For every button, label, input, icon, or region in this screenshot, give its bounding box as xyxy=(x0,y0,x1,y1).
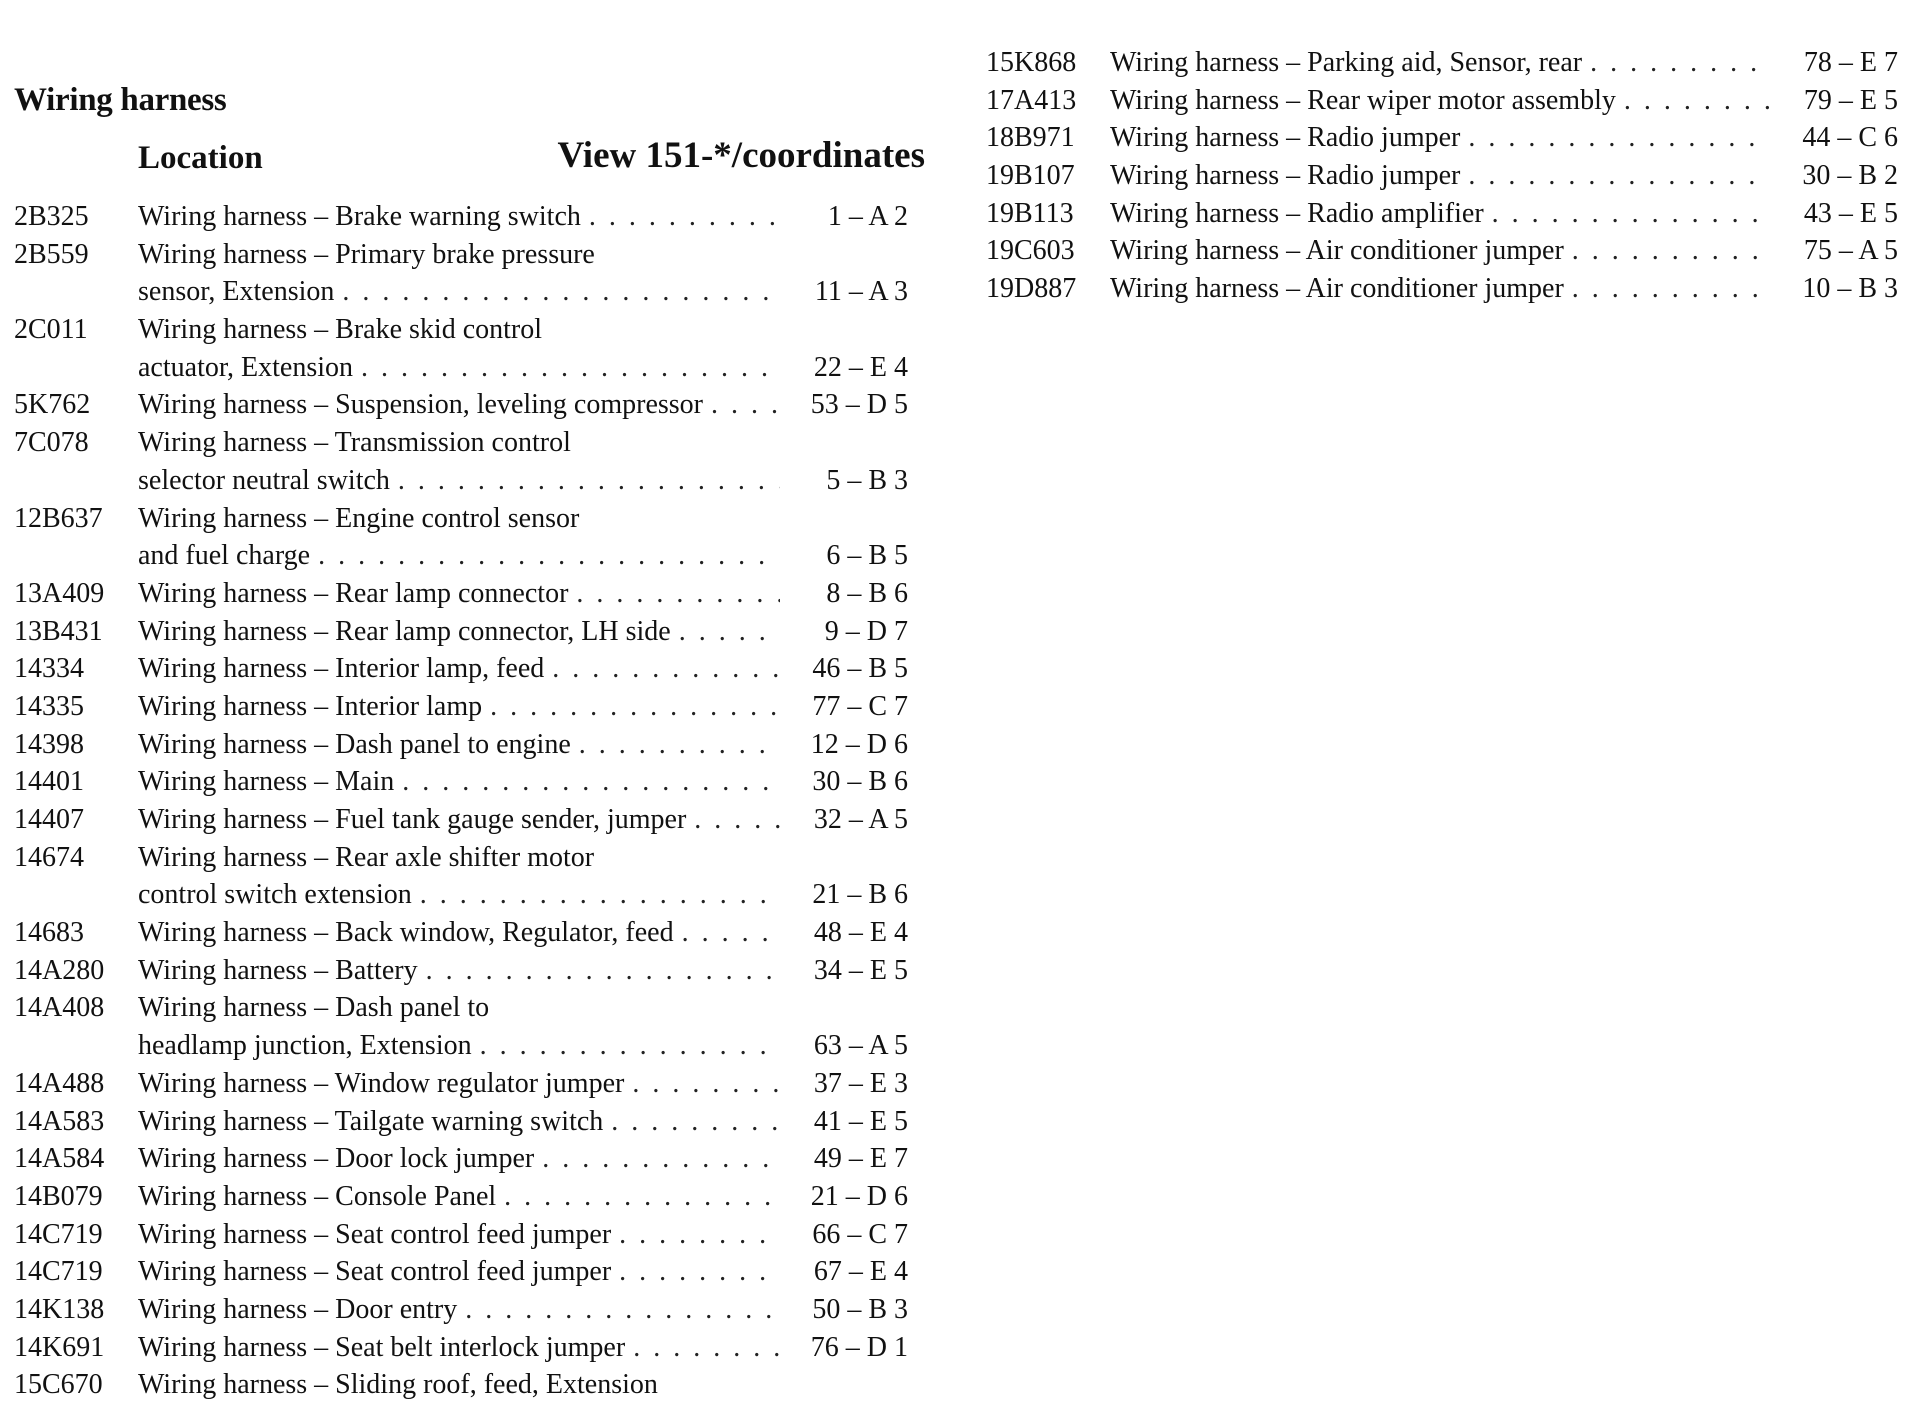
index-entry xyxy=(14,1065,924,1103)
view-coordinate-ref: 21 – D 6 xyxy=(810,1180,908,1212)
dot-leader xyxy=(694,801,780,839)
dot-leader xyxy=(682,914,780,952)
entry-line xyxy=(14,613,924,651)
index-entry xyxy=(14,1291,924,1329)
entry-description-wrap xyxy=(138,500,786,538)
entry-code: 13B431 xyxy=(14,615,103,647)
entry-code: 14A488 xyxy=(14,1067,105,1099)
entry-line xyxy=(14,1140,924,1178)
entry-line xyxy=(14,500,924,538)
index-entry xyxy=(14,424,924,499)
index-entry xyxy=(14,500,924,575)
entry-description-wrap xyxy=(138,876,786,914)
index-entry xyxy=(14,1178,924,1216)
entry-code: 19B107 xyxy=(986,160,1075,192)
entry-line xyxy=(14,763,924,801)
entry-line xyxy=(14,1366,924,1404)
entry-code: 2B559 xyxy=(14,238,89,270)
entry-code: 19B113 xyxy=(986,197,1074,229)
entry-description-wrap xyxy=(1110,119,1776,157)
entry-line xyxy=(14,198,924,236)
view-coordinate-ref: 32 – A 5 xyxy=(813,804,908,835)
left-index-column xyxy=(14,198,924,1404)
dot-leader xyxy=(490,688,780,726)
entry-description-wrap xyxy=(138,1140,786,1178)
view-coordinate-ref: 1 – A 2 xyxy=(827,201,908,232)
entry-description: Wiring harness – Main xyxy=(138,766,395,798)
entry-description: Wiring harness – Air conditioner jumper xyxy=(1110,273,1564,305)
dot-leader xyxy=(426,952,780,990)
entry-code: 14C719 xyxy=(14,1218,103,1250)
entry-description-wrap xyxy=(138,763,786,801)
entry-description: Wiring harness – Seat control feed jumper xyxy=(138,1256,612,1288)
entry-line xyxy=(14,1291,924,1329)
entry-description: Wiring harness – Transmission control xyxy=(138,427,571,459)
dot-leader xyxy=(679,613,780,651)
entry-description-wrap xyxy=(138,1216,786,1254)
entry-description-wrap xyxy=(1110,270,1776,308)
entry-description-wrap xyxy=(138,1329,786,1367)
entry-code: 7C078 xyxy=(14,427,89,459)
entry-code: 17A413 xyxy=(986,84,1077,116)
entry-line xyxy=(14,1027,924,1065)
entry-description: selector neutral switch xyxy=(138,464,390,496)
entry-description-wrap xyxy=(138,462,786,500)
entry-description: Wiring harness – Engine control sensor xyxy=(138,502,580,534)
dot-leader xyxy=(576,575,780,613)
entry-description: Wiring harness – Dash panel to xyxy=(138,992,490,1024)
entry-description-wrap xyxy=(1110,44,1776,82)
entry-code: 14401 xyxy=(14,766,84,798)
entry-description: Wiring harness – Primary brake pressure xyxy=(138,238,595,270)
index-entry xyxy=(14,1366,924,1404)
dot-leader xyxy=(1624,82,1770,120)
entry-description-wrap xyxy=(138,801,786,839)
entry-code: 14335 xyxy=(14,690,84,722)
entry-description: Wiring harness – Battery xyxy=(138,954,418,986)
entry-description: Wiring harness – Console Panel xyxy=(138,1180,497,1212)
entry-code: 14K138 xyxy=(14,1293,105,1325)
entry-description: Wiring harness – Brake warning switch xyxy=(138,201,581,232)
entry-code: 2C011 xyxy=(14,314,88,346)
entry-description-wrap xyxy=(138,236,786,274)
entry-description-wrap xyxy=(1110,82,1776,120)
index-entry xyxy=(986,82,1896,120)
entry-line xyxy=(14,386,924,424)
view-coordinate-ref: 67 – E 4 xyxy=(813,1256,908,1288)
dot-leader xyxy=(611,1103,780,1141)
entry-description: Wiring harness – Air conditioner jumper xyxy=(1110,235,1564,267)
entry-code: 14407 xyxy=(14,804,84,835)
entry-description: sensor, Extension xyxy=(138,276,335,308)
entry-line xyxy=(986,82,1896,120)
entry-code: 14A408 xyxy=(14,992,105,1024)
entry-description: Wiring harness – Interior lamp, feed xyxy=(138,653,545,685)
entry-line xyxy=(986,195,1896,233)
dot-leader xyxy=(1590,44,1770,82)
dot-leader xyxy=(420,876,780,914)
entry-line xyxy=(14,1178,924,1216)
entry-line xyxy=(14,989,924,1027)
dot-leader xyxy=(619,1216,780,1254)
entry-description: Wiring harness – Rear axle shifter motor xyxy=(138,841,595,873)
index-entry xyxy=(986,195,1896,233)
view-coordinate-ref: 79 – E 5 xyxy=(1803,84,1898,116)
entry-description: Wiring harness – Brake skid control xyxy=(138,314,543,346)
dot-leader xyxy=(619,1253,780,1291)
entry-line xyxy=(14,650,924,688)
entry-line xyxy=(14,839,924,877)
view-coordinate-ref: 37 – E 3 xyxy=(813,1067,908,1099)
index-entry xyxy=(986,119,1896,157)
entry-description-wrap xyxy=(138,386,786,424)
index-entry xyxy=(14,1103,924,1141)
entry-description: Wiring harness – Door lock jumper xyxy=(138,1143,535,1175)
dot-leader xyxy=(632,1065,780,1103)
view-coordinate-ref: 76 – D 1 xyxy=(810,1331,908,1363)
entry-code: 14A584 xyxy=(14,1143,105,1175)
index-entry xyxy=(14,1216,924,1254)
index-entry xyxy=(986,44,1896,82)
dot-leader xyxy=(1492,195,1770,233)
view-coordinate-ref: 21 – B 6 xyxy=(812,879,908,911)
dot-leader xyxy=(361,349,780,387)
index-entry xyxy=(986,232,1896,270)
entry-description-wrap xyxy=(138,952,786,990)
view-coordinate-ref: 63 – A 5 xyxy=(813,1030,908,1062)
entry-description-wrap xyxy=(138,273,786,311)
index-entry xyxy=(14,650,924,688)
entry-code: 14398 xyxy=(14,728,84,760)
dot-leader xyxy=(589,198,780,236)
entry-line xyxy=(14,1216,924,1254)
view-coordinate-ref: 6 – B 5 xyxy=(826,540,908,572)
entry-description-wrap xyxy=(1110,195,1776,233)
dot-leader xyxy=(1572,270,1770,308)
dot-leader xyxy=(342,273,780,311)
entry-description-wrap xyxy=(138,839,786,877)
entry-code: 13A409 xyxy=(14,577,105,609)
view-coordinate-ref: 49 – E 7 xyxy=(813,1143,908,1175)
entry-line xyxy=(14,349,924,387)
entry-description: Wiring harness – Suspension, leveling compressor xyxy=(138,389,704,421)
entry-line xyxy=(14,1253,924,1291)
entry-line xyxy=(14,1065,924,1103)
index-entry xyxy=(14,236,924,311)
right-index-column xyxy=(986,44,1896,308)
entry-description-wrap xyxy=(138,1103,786,1141)
index-entry xyxy=(14,688,924,726)
entry-description: Wiring harness – Door entry xyxy=(138,1293,458,1325)
entry-code: 14A280 xyxy=(14,954,105,986)
dot-leader xyxy=(1468,119,1770,157)
entry-line xyxy=(14,537,924,575)
entry-line xyxy=(14,1103,924,1141)
entry-code: 19D887 xyxy=(986,273,1077,305)
entry-line xyxy=(14,1329,924,1367)
entry-description-wrap xyxy=(138,989,786,1027)
entry-code: 12B637 xyxy=(14,502,103,534)
view-coordinate-ref: 53 – D 5 xyxy=(810,389,908,421)
entry-description-wrap xyxy=(138,575,786,613)
index-entry xyxy=(14,198,924,236)
entry-line xyxy=(14,311,924,349)
index-entry xyxy=(14,914,924,952)
entry-description: Wiring harness – Radio amplifier xyxy=(1110,197,1484,229)
entry-description: headlamp junction, Extension xyxy=(138,1030,472,1062)
view-coordinate-ref: 5 – B 3 xyxy=(826,464,908,496)
entry-code: 15C670 xyxy=(14,1369,103,1401)
entry-description: Wiring harness – Tailgate warning switch xyxy=(138,1105,604,1137)
location-column-header: Location xyxy=(138,140,263,176)
dot-leader xyxy=(579,726,780,764)
index-entry xyxy=(14,386,924,424)
index-entry xyxy=(14,575,924,613)
dot-leader xyxy=(318,537,780,575)
view-coordinate-ref: 41 – E 5 xyxy=(813,1105,908,1137)
dot-leader xyxy=(402,763,780,801)
section-title: Wiring harness xyxy=(14,82,227,118)
index-entry xyxy=(14,989,924,1064)
entry-description: Wiring harness – Interior lamp xyxy=(138,690,483,722)
entry-line xyxy=(14,726,924,764)
view-coordinate-ref: 77 – C 7 xyxy=(812,690,908,722)
view-coordinate-ref: 78 – E 7 xyxy=(1803,47,1898,78)
entry-line xyxy=(986,232,1896,270)
dot-leader xyxy=(504,1178,780,1216)
dot-leader xyxy=(711,386,780,424)
index-entry xyxy=(14,1140,924,1178)
dot-leader xyxy=(633,1329,780,1367)
entry-description-wrap xyxy=(138,1253,786,1291)
view-coordinate-ref: 75 – A 5 xyxy=(1803,235,1898,267)
entry-description: Wiring harness – Sliding roof, feed, Extension xyxy=(138,1369,658,1401)
entry-code: 14674 xyxy=(14,841,84,873)
view-coordinate-ref: 34 – E 5 xyxy=(813,954,908,986)
view-coordinate-ref: 46 – B 5 xyxy=(812,653,908,685)
entry-description: Wiring harness – Parking aid, Sensor, rear xyxy=(1110,47,1583,78)
entry-description-wrap xyxy=(138,198,786,236)
index-entry xyxy=(14,1253,924,1291)
entry-description-wrap xyxy=(138,424,786,462)
index-entry xyxy=(14,839,924,914)
entry-code: 14334 xyxy=(14,653,84,685)
index-entry xyxy=(14,726,924,764)
entry-line xyxy=(14,236,924,274)
view-coordinate-ref: 12 – D 6 xyxy=(810,728,908,760)
entry-code: 2B325 xyxy=(14,201,89,232)
index-entry xyxy=(14,801,924,839)
view-coordinate-ref: 9 – D 7 xyxy=(824,615,908,647)
view-coordinate-ref: 50 – B 3 xyxy=(812,1293,908,1325)
dot-leader xyxy=(542,1140,780,1178)
entry-description-wrap xyxy=(138,349,786,387)
view-coordinate-ref: 48 – E 4 xyxy=(813,917,908,949)
dot-leader xyxy=(398,462,780,500)
entry-description: Wiring harness – Dash panel to engine xyxy=(138,728,571,760)
entry-description: Wiring harness – Fuel tank gauge sender, jumper xyxy=(138,804,687,835)
entry-code: 18B971 xyxy=(986,122,1075,154)
entry-line xyxy=(14,462,924,500)
entry-code: 14A583 xyxy=(14,1105,105,1137)
entry-description: actuator, Extension xyxy=(138,351,354,383)
dot-leader xyxy=(465,1291,780,1329)
entry-line xyxy=(986,157,1896,195)
view-coordinate-ref: 30 – B 2 xyxy=(1802,160,1898,192)
view-coordinate-ref: 11 – A 3 xyxy=(814,276,908,308)
index-entry xyxy=(14,1329,924,1367)
index-entry xyxy=(14,952,924,990)
entry-description: Wiring harness – Rear lamp connector, LH side xyxy=(138,615,671,647)
entry-description: Wiring harness – Radio jumper xyxy=(1110,122,1461,154)
entry-description-wrap xyxy=(1110,157,1776,195)
entry-line xyxy=(14,801,924,839)
view-coordinate-ref: 30 – B 6 xyxy=(812,766,908,798)
index-entry xyxy=(14,311,924,386)
entry-description: Wiring harness – Rear wiper motor assembly xyxy=(1110,84,1616,116)
entry-line xyxy=(14,424,924,462)
entry-line xyxy=(986,44,1896,82)
entry-code: 5K762 xyxy=(14,389,91,421)
entry-description-wrap xyxy=(1110,232,1776,270)
entry-line xyxy=(14,914,924,952)
entry-line xyxy=(986,270,1896,308)
entry-description: Wiring harness – Seat belt interlock jumper xyxy=(138,1331,626,1363)
view-coordinate-ref: 43 – E 5 xyxy=(1803,197,1898,229)
view-coordinate-ref: 10 – B 3 xyxy=(1802,273,1898,305)
entry-description-wrap xyxy=(138,914,786,952)
entry-description-wrap xyxy=(138,1291,786,1329)
entry-line xyxy=(14,575,924,613)
entry-code: 14K691 xyxy=(14,1331,105,1363)
entry-code: 14B079 xyxy=(14,1180,103,1212)
entry-line xyxy=(14,688,924,726)
view-coordinate-ref: 8 – B 6 xyxy=(826,577,908,609)
entry-code: 15K868 xyxy=(986,47,1077,78)
entry-description-wrap xyxy=(138,613,786,651)
entry-description-wrap xyxy=(138,1027,786,1065)
entry-description-wrap xyxy=(138,726,786,764)
entry-line xyxy=(14,273,924,311)
dot-leader xyxy=(1468,157,1770,195)
entry-description: Wiring harness – Seat control feed jumper xyxy=(138,1218,612,1250)
entry-description: control switch extension xyxy=(138,879,412,911)
view-coordinates-column-header: View 151-*/coordinates xyxy=(557,135,925,176)
index-entry xyxy=(14,613,924,651)
entry-code: 14C719 xyxy=(14,1256,103,1288)
view-coordinate-ref: 22 – E 4 xyxy=(813,351,908,383)
entry-description: Wiring harness – Back window, Regulator, feed xyxy=(138,917,674,949)
entry-line xyxy=(986,119,1896,157)
entry-description-wrap xyxy=(138,537,786,575)
entry-description: Wiring harness – Window regulator jumper xyxy=(138,1067,625,1099)
entry-description-wrap xyxy=(138,688,786,726)
entry-line xyxy=(14,876,924,914)
entry-description-wrap xyxy=(138,650,786,688)
entry-description-wrap xyxy=(138,1366,786,1404)
entry-line xyxy=(14,952,924,990)
dot-leader xyxy=(552,650,780,688)
entry-description-wrap xyxy=(138,1065,786,1103)
entry-code: 19C603 xyxy=(986,235,1075,267)
entry-code: 14683 xyxy=(14,917,84,949)
entry-description: and fuel charge xyxy=(138,540,311,572)
view-coordinate-ref: 44 – C 6 xyxy=(1802,122,1898,154)
dot-leader xyxy=(1572,232,1770,270)
entry-description-wrap xyxy=(138,1178,786,1216)
index-entry xyxy=(986,157,1896,195)
view-coordinate-ref: 66 – C 7 xyxy=(812,1218,908,1250)
dot-leader xyxy=(480,1027,780,1065)
entry-description: Wiring harness – Radio jumper xyxy=(1110,160,1461,192)
entry-description: Wiring harness – Rear lamp connector xyxy=(138,577,569,609)
entry-description-wrap xyxy=(138,311,786,349)
index-entry xyxy=(14,763,924,801)
index-entry xyxy=(986,270,1896,308)
